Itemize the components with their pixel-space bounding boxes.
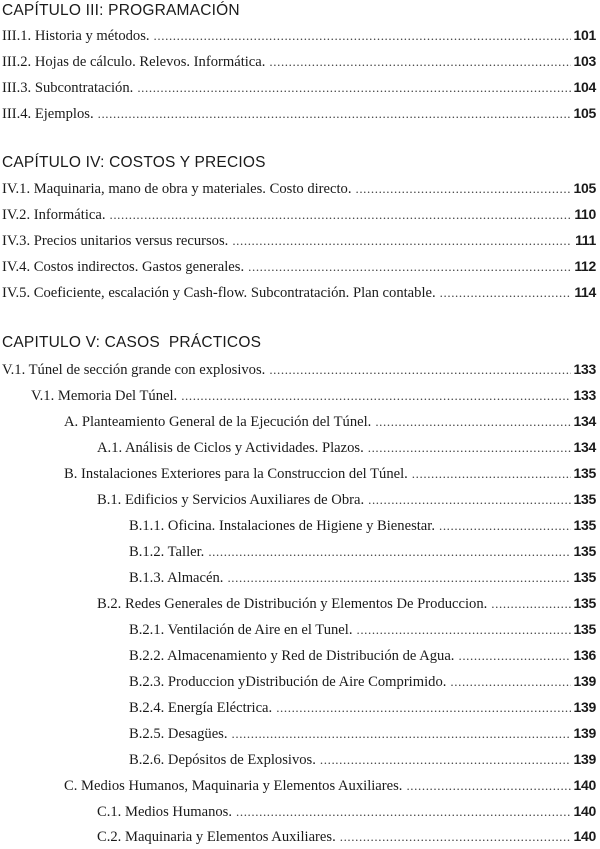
- toc-entry[interactable]: [97, 803, 596, 821]
- toc-entry-label: A. Planteamiento General de la Ejecución del Túnel.: [64, 414, 372, 430]
- toc-entry-label: V.1. Memoria Del Túnel.: [31, 388, 178, 404]
- toc-entry-label: IV.4. Costos indirectos. Gastos generales.: [2, 259, 245, 275]
- toc-page-number: 135: [573, 621, 596, 637]
- toc-entry[interactable]: [64, 777, 596, 795]
- leader-dots: [320, 752, 571, 768]
- toc-page-number: 104: [573, 79, 596, 95]
- leader-dots: [248, 259, 571, 275]
- toc-page-number: 139: [573, 699, 596, 715]
- toc-entry-label: III.4. Ejemplos.: [2, 106, 94, 122]
- toc-entry[interactable]: [97, 828, 596, 846]
- toc-entry-label: III.2. Hojas de cálculo. Relevos. Informática.: [2, 54, 266, 70]
- toc-entry-label: B.1.3. Almacén.: [129, 570, 224, 586]
- toc-entry[interactable]: [129, 647, 596, 665]
- toc-entry-label: B.2. Redes Generales de Distribución y Elementos De Produccion.: [97, 596, 488, 612]
- leader-dots: [181, 388, 570, 404]
- toc-entry[interactable]: [129, 751, 596, 769]
- toc-entry-label: III.3. Subcontratación.: [2, 80, 134, 96]
- leader-dots: [375, 414, 570, 430]
- leader-dots: [356, 622, 570, 638]
- toc-entry-label: IV.5. Coeficiente, escalación y Cash-flow. Subcontratación. Plan contable.: [2, 285, 436, 301]
- toc-entry[interactable]: [2, 206, 596, 224]
- chapter-heading: [2, 2, 596, 20]
- leader-dots: [368, 492, 570, 508]
- toc-entry[interactable]: [129, 543, 596, 561]
- toc-entry[interactable]: [64, 413, 596, 431]
- toc-entry-label: B.2.4. Energía Eléctrica.: [129, 700, 273, 716]
- toc-entry[interactable]: [2, 258, 596, 276]
- toc-entry-label: III.1. Historia y métodos.: [2, 28, 150, 44]
- toc-entry-label: B. Instalaciones Exteriores para la Construccion del Túnel.: [64, 466, 408, 482]
- toc-page-number: 133: [573, 387, 596, 403]
- leader-dots: [355, 181, 570, 197]
- chapter-title: CASOS PRÁCTICOS: [104, 334, 262, 351]
- toc-entry[interactable]: [2, 27, 596, 45]
- toc-page-number: 135: [573, 491, 596, 507]
- toc-page-number: 139: [573, 725, 596, 741]
- toc-entry-label: IV.1. Maquinaria, mano de obra y materiales. Costo directo.: [2, 181, 352, 197]
- toc-entry[interactable]: [2, 284, 596, 302]
- toc-page-number: 103: [573, 53, 596, 69]
- toc-entry[interactable]: [129, 673, 596, 691]
- toc-entry-label: A.1. Análisis de Ciclos y Actividades. Plazos.: [97, 440, 364, 456]
- toc-entry-label: C.2. Maquinaria y Elementos Auxiliares.: [97, 829, 336, 845]
- chapter-heading: [2, 334, 596, 352]
- leader-dots: [154, 28, 571, 44]
- toc-entry-label: B.2.6. Depósitos de Explosivos.: [129, 752, 316, 768]
- toc-entry-label: B.2.3. Produccion yDistribución de Aire Comprimido.: [129, 674, 447, 690]
- toc-page-number: 101: [573, 27, 596, 43]
- toc-entry-label: B.1.1. Oficina. Instalaciones de Higiene y Bienestar.: [129, 518, 435, 534]
- leader-dots: [137, 80, 570, 96]
- chapter-number: CAPÍTULO IV:: [2, 154, 105, 171]
- toc-page-number: 139: [573, 673, 596, 689]
- toc-entry-label: B.2.5. Desagües.: [129, 726, 228, 742]
- leader-dots: [450, 674, 570, 690]
- leader-dots: [227, 570, 570, 586]
- toc-page-number: 136: [573, 647, 596, 663]
- chapter-number: CAPITULO V:: [2, 334, 101, 351]
- toc-page-number: 140: [573, 828, 596, 844]
- toc-entry[interactable]: [97, 439, 596, 457]
- toc-entry[interactable]: [97, 491, 596, 509]
- toc-entry[interactable]: [129, 621, 596, 639]
- leader-dots: [458, 648, 570, 664]
- leader-dots: [491, 596, 570, 612]
- toc-page-number: 135: [573, 595, 596, 611]
- toc-entry[interactable]: [2, 105, 596, 123]
- chapter-number: CAPÍTULO III:: [2, 2, 104, 19]
- toc-entry[interactable]: [31, 387, 596, 405]
- leader-dots: [208, 544, 570, 560]
- toc-entry[interactable]: [129, 725, 596, 743]
- toc-page-number: 134: [573, 413, 596, 429]
- toc-page-number: 140: [573, 777, 596, 793]
- toc-entry-label: IV.2. Informática.: [2, 207, 106, 223]
- toc-page-number: 135: [573, 517, 596, 533]
- toc-page-number: 105: [573, 105, 596, 121]
- leader-dots: [368, 440, 571, 456]
- toc-page-number: 110: [574, 206, 596, 222]
- toc-page-number: 105: [573, 180, 596, 196]
- toc-page-number: 140: [573, 803, 596, 819]
- toc-page-number: 135: [573, 465, 596, 481]
- toc-entry-label: V.1. Túnel de sección grande con explosivos.: [2, 362, 266, 378]
- toc-entry-label: C. Medios Humanos, Maquinaria y Elementos Auxiliares.: [64, 778, 403, 794]
- leader-dots: [232, 233, 572, 249]
- leader-dots: [236, 804, 571, 820]
- leader-dots: [98, 106, 571, 122]
- toc-page-number: 135: [573, 543, 596, 559]
- leader-dots: [439, 518, 571, 534]
- toc-entry[interactable]: [64, 465, 596, 483]
- leader-dots: [269, 362, 570, 378]
- toc-entry-label: C.1. Medios Humanos.: [97, 804, 232, 820]
- toc-entry-label: B.2.1. Ventilación de Aire en el Tunel.: [129, 622, 353, 638]
- leader-dots: [232, 726, 571, 742]
- toc-entry[interactable]: [129, 699, 596, 717]
- leader-dots: [109, 207, 571, 223]
- toc-entry-label: B.1.2. Taller.: [129, 544, 205, 560]
- leader-dots: [412, 466, 571, 482]
- leader-dots: [440, 285, 572, 301]
- toc-entry-label: B.2.2. Almacenamiento y Red de Distribución de Agua.: [129, 648, 455, 664]
- leader-dots: [269, 54, 570, 70]
- toc-entry[interactable]: [2, 53, 596, 71]
- toc-entry[interactable]: [129, 569, 596, 587]
- toc-entry[interactable]: [2, 79, 596, 97]
- leader-dots: [406, 778, 570, 794]
- toc-entry[interactable]: [129, 517, 596, 535]
- toc-entry[interactable]: [97, 595, 596, 613]
- chapter-heading: [2, 154, 596, 172]
- toc-entry-label: IV.3. Precios unitarios versus recursos.: [2, 233, 229, 249]
- toc-entry[interactable]: [2, 232, 596, 250]
- toc-page-number: 135: [573, 569, 596, 585]
- toc-page-number: 114: [574, 284, 596, 300]
- toc-page-number: 134: [573, 439, 596, 455]
- toc-entry-label: B.1. Edificios y Servicios Auxiliares de Obra.: [97, 492, 365, 508]
- toc-page-number: 139: [573, 751, 596, 767]
- leader-dots: [276, 700, 570, 716]
- leader-dots: [340, 829, 571, 845]
- toc-entry[interactable]: [2, 361, 596, 379]
- toc-entry[interactable]: [2, 180, 596, 198]
- toc-page-number: 112: [574, 258, 596, 274]
- toc-page-number: 111: [575, 232, 596, 248]
- toc-page-number: 133: [573, 361, 596, 377]
- chapter-title: COSTOS Y PRECIOS: [109, 154, 266, 171]
- chapter-title: PROGRAMACIÓN: [108, 2, 240, 19]
